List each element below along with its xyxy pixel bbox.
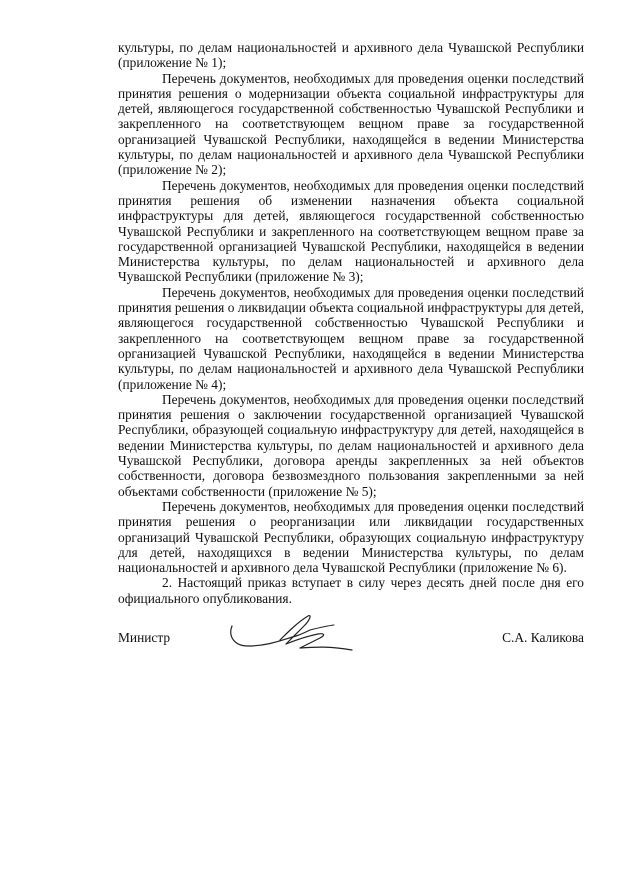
paragraph-3: Перечень документов, необходимых для проведения оценки последствий принятия решения об изменении назначения объекта социальной инфраструктуры для детей, являющегося государственной собственностью Чувашской Республики и закрепленного на соответствующем вещном праве за государственной организацией Чувашской Республики, находящейся в ведении Министерства культуры, по делам национальностей и архивного дела Чувашской Республики (приложение № 3);	[118, 177, 584, 285]
paragraph-6: Перечень документов, необходимых для проведения оценки последствий принятия решения о реорганизации или ликвидации государственных организаций Чувашской Республики, образующих социальную инфраструктуру для детей, находящихся в ведении Министерства культуры, по делам национальностей и архивного дела Чувашской Республики (приложение № 6).	[118, 498, 584, 576]
signer-position: Министр	[118, 630, 171, 645]
paragraph-4: Перечень документов, необходимых для проведения оценки последствий принятия решения о ликвидации объекта социальной инфраструктуры для детей, являющегося государственной собственностью Чувашской Республики и закрепленного на соответствующем вещном праве за государственной организацией Чувашской Республики, находящейся в ведении Министерства культуры, по делам национальностей и архивного дела Чувашской Республики (приложение № 4);	[118, 284, 584, 392]
signer-name: С.А. Каликова	[502, 630, 584, 645]
paragraph-5: Перечень документов, необходимых для проведения оценки последствий принятия решения о заключении государственной организацией Чувашской Республики, образующей социальную инфраструктуру для детей, находящейся в ведении Министерства культуры, по делам национальностей и архивного дела Чувашской Республики, договора аренды закрепленных за ней объектов собственности, договора безвозмездного пользования закрепленными за ней объектами собственности (приложение № 5);	[118, 391, 584, 499]
paragraph-7: 2. Настоящий приказ вступает в силу через десять дней после дня его официального опубликования.	[118, 575, 584, 606]
paragraph-1: культуры, по делам национальностей и архивного дела Чувашской Республики (приложение № 1);	[118, 40, 584, 71]
handwritten-signature	[226, 610, 356, 658]
document-body	[118, 40, 584, 606]
signature-block	[118, 624, 584, 664]
paragraph-2: Перечень документов, необходимых для проведения оценки последствий принятия решения о модернизации объекта социальной инфраструктуры для детей, являющегося государственной собственностью Чувашской Республики и закрепленного на соответствующем вещном праве за государственной организацией Чувашской Республики, находящейся в ведении Министерства культуры, по делам национальностей и архивного дела Чувашской Республики (приложение № 2);	[118, 70, 584, 178]
